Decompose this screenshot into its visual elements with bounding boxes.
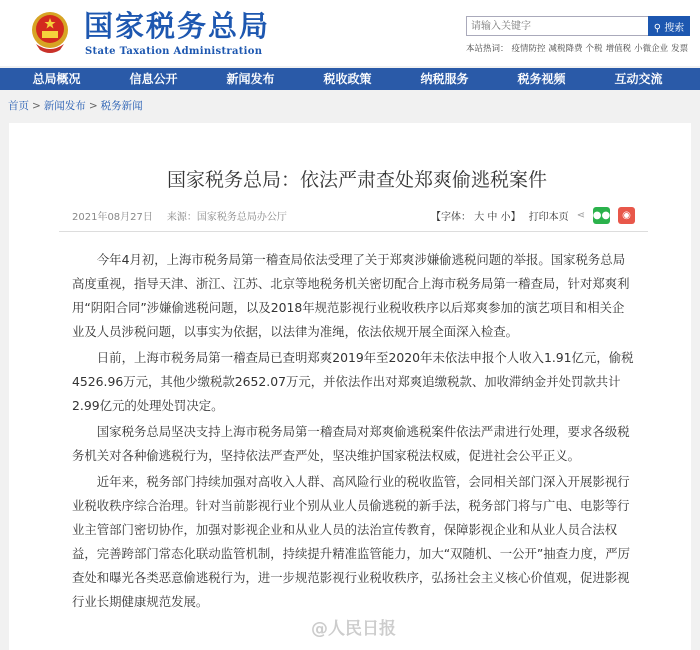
breadcrumb — [0, 90, 700, 123]
search-bar — [466, 16, 690, 36]
nav-item[interactable]: 信息公开 — [129, 72, 178, 86]
nav-item[interactable]: 新闻发布 — [226, 72, 275, 86]
search-button[interactable] — [648, 16, 690, 36]
hot-word-link[interactable]: 疫情防控 — [511, 44, 546, 54]
article-tools — [431, 207, 635, 224]
watermark: @人民日报 — [311, 619, 396, 639]
hot-words-label: 本站热词： — [466, 44, 509, 54]
site-logo-english: State Taxation Administration — [85, 46, 263, 57]
national-emblem-icon — [30, 10, 70, 54]
site-header — [0, 0, 700, 66]
main-nav — [0, 68, 700, 90]
article-meta — [72, 208, 301, 223]
search-input[interactable] — [466, 16, 648, 36]
font-medium-button[interactable]: 中 — [487, 211, 498, 223]
article-body — [72, 248, 635, 614]
hot-word-link[interactable]: 发票 — [671, 44, 689, 54]
breadcrumb-news[interactable]: 新闻发布 — [43, 100, 86, 112]
print-button[interactable]: 打印本页 — [528, 211, 569, 223]
breadcrumb-separator: > — [32, 100, 41, 112]
nav-item[interactable]: 总局概况 — [32, 72, 81, 86]
article-paragraph: 国家税务总局坚决支持上海市税务局第一稽查局对郑爽偷逃税案件依法严肃进行处理，要求各级税务机关对各种偷逃税行为，坚持依法严查严处，坚决维护国家税法权威，促进社会公平正义。 — [72, 424, 630, 463]
nav-item[interactable]: 税收政策 — [323, 72, 372, 86]
article-title: 国家税务总局：依法严肃查处郑爽偷逃税案件 — [166, 169, 547, 191]
divider — [59, 231, 648, 232]
hot-word-link[interactable]: 小微企业 — [634, 44, 669, 54]
article-paragraph: 今年4月初，上海市税务局第一稽查局依法受理了关于郑爽涉嫌偷逃税问题的举报。国家税务总局高度重视，指导天津、浙江、江苏、北京等地税务机关密切配合上海市税务局第一稽查局，针对郑爽利用“阴阳合同”涉嫌偷逃税问题，以及2018年规范影视行业税收秩序以后郑爽参加的演艺项目和相关企业及人员涉税问题，以事实为依据，以法律为准绳，依法依规开展全面深入检查。 — [72, 252, 630, 339]
font-size-control — [431, 208, 521, 223]
breadcrumb-separator: > — [88, 100, 98, 112]
article-meta-row — [72, 205, 635, 225]
article-date: 2021年08月27日 — [72, 211, 153, 223]
search-icon: ⚲ — [653, 22, 662, 34]
nav-item[interactable]: 税务视频 — [517, 72, 566, 86]
article-paragraph: 近年来，税务部门持续加强对高收入人群、高风险行业的税收监管，会同相关部门深入开展影视行业税收秩序综合治理。针对当前影视行业个别从业人员偷逃税的新手法，税务部门将与广电、电影等行业主管部门密切协作，加强对影视企业和从业人员的法治宣传教育，保障影视企业和从业人员合法权益，完善跨部门常态化联动监管机制，持续提升精准监管能力，加大“双随机、一公开”抽查力度，严厉查处和曝光各类恶意偷逃税行为，进一步规范影视行业税收秩序，弘扬社会主义核心价值观，促进影视行业长期健康规范发展。 — [72, 474, 631, 609]
hot-word-link[interactable]: 增值税 — [605, 44, 632, 54]
hot-word-link[interactable]: 减税降费 — [548, 44, 583, 54]
hot-word-link[interactable]: 个税 — [585, 44, 603, 54]
nav-item[interactable]: 纳税服务 — [420, 72, 469, 86]
weibo-share-icon[interactable]: ◉ — [618, 207, 635, 224]
nav-item[interactable]: 互动交流 — [614, 72, 663, 86]
site-logo-text[interactable]: 国家税务总局 — [84, 9, 271, 43]
hot-words — [466, 43, 691, 55]
font-small-button[interactable]: 小 — [500, 211, 511, 223]
share-icon[interactable]: ⋖ — [576, 209, 585, 221]
article-source: 来源：国家税务总局办公厅 — [166, 211, 287, 223]
breadcrumb-home[interactable]: 首页 — [8, 100, 29, 112]
article-card — [9, 123, 691, 650]
font-large-button[interactable]: 大 — [474, 211, 485, 223]
article-paragraph: 日前，上海市税务局第一稽查局已查明郑爽2019年至2020年未依法申报个人收入1.91亿元，偷税4526.96万元，其他少缴税款2652.07万元，并依法作出对郑爽追缴税款、加收滞纳金并处罚款共计2.99亿元的处理处罚决定。 — [72, 350, 634, 413]
wechat-share-icon[interactable]: ●● — [593, 207, 610, 224]
font-label-end: 】 — [510, 211, 521, 223]
font-label: 【字体： — [431, 211, 472, 223]
breadcrumb-tax-news[interactable]: 税务新闻 — [100, 100, 143, 112]
search-button-label: 搜索 — [664, 22, 685, 34]
